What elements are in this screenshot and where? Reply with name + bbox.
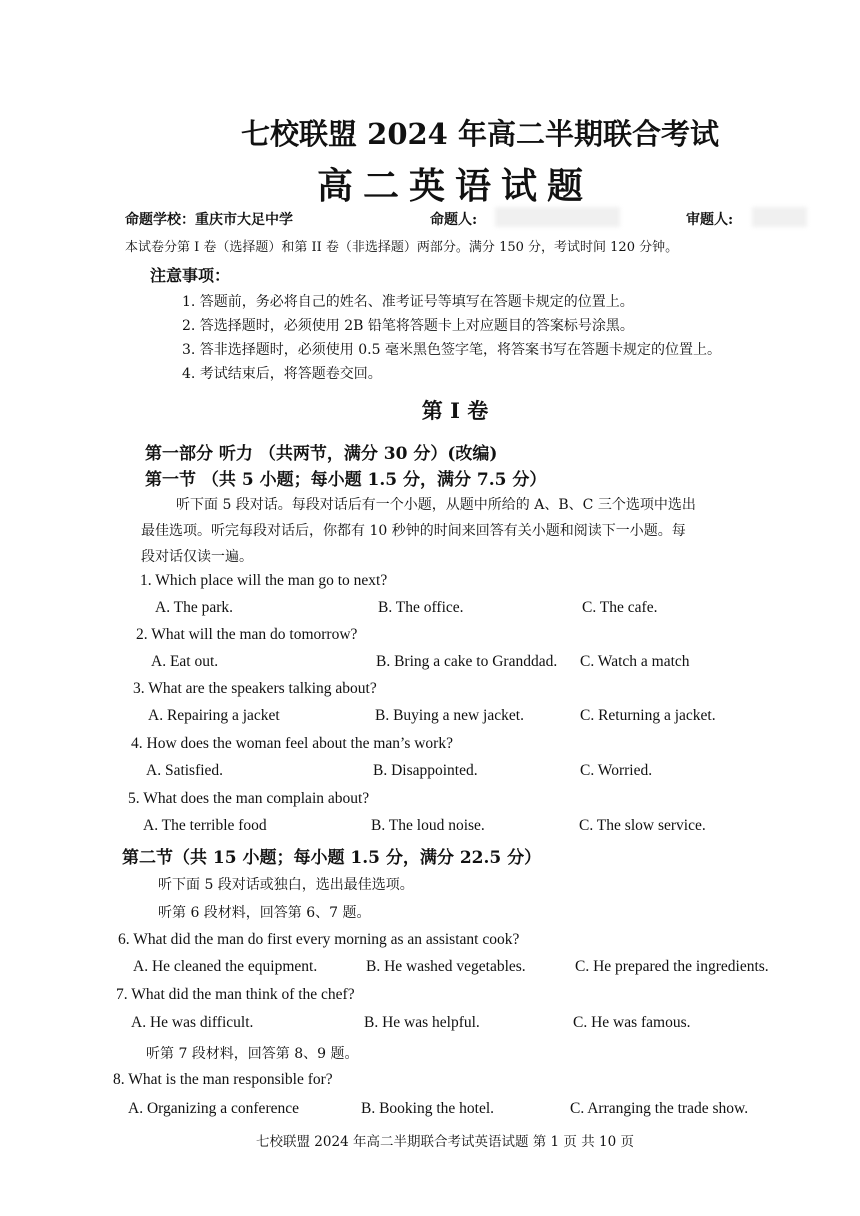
option-b: B. He washed vegetables. xyxy=(366,958,526,975)
option-c: C. He prepared the ingredients. xyxy=(575,958,769,975)
redacted-reviewer-mark xyxy=(752,207,807,227)
option-a: A. The terrible food xyxy=(143,817,267,834)
notice-item: 3. 答非选择题时，必须使用 0.5 毫米黑色签字笔，将答案书写在答题卡规定的位置上。 xyxy=(182,342,721,358)
material-note: 听第 6 段材料，回答第 6、7 题。 xyxy=(158,905,371,921)
section2-instruction: 听下面 5 段对话或独白，选出最佳选项。 xyxy=(158,877,414,893)
volume-heading: 第 I 卷 xyxy=(421,398,489,423)
notice-item: 4. 考试结束后，将答题卷交回。 xyxy=(182,366,382,382)
option-a: A. Repairing a jacket xyxy=(148,707,280,724)
option-c: C. The slow service. xyxy=(579,817,706,834)
option-b: B. Disappointed. xyxy=(373,762,478,779)
section1-instructions-line: 最佳选项。听完每段对话后，你都有 10 秒钟的时间来回答有关小题和阅读下一小题。每 xyxy=(141,523,686,539)
section1-instructions-line: 段对话仅读一遍。 xyxy=(141,549,253,565)
question-stem: 8. What is the man responsible for? xyxy=(113,1071,333,1088)
section1-heading: 第一节 （共 5 小题；每小题 1.5 分，满分 7.5 分） xyxy=(145,470,547,490)
option-c: C. Returning a jacket. xyxy=(580,707,716,724)
question-stem: 2. What will the man do tomorrow? xyxy=(136,626,358,643)
option-b: B. Bring a cake to Granddad. xyxy=(376,653,558,670)
question-stem: 4. How does the woman feel about the man’s work? xyxy=(131,735,453,752)
option-c: C. Worried. xyxy=(580,762,653,779)
exam-title: 七校联盟 2024 年高二半期联合考试 xyxy=(241,117,719,151)
option-a: A. He cleaned the equipment. xyxy=(133,958,318,975)
option-c: C. Watch a match xyxy=(580,653,690,670)
part1-heading: 第一部分 听力 （共两节，满分 30 分）(改编) xyxy=(145,444,498,464)
option-b: B. Booking the hotel. xyxy=(361,1100,495,1117)
option-b: B. The loud noise. xyxy=(371,817,485,834)
option-a: A. The park. xyxy=(155,599,234,616)
material-note: 听第 7 段材料，回答第 8、9 题。 xyxy=(146,1046,359,1062)
option-a: A. Eat out. xyxy=(151,653,219,670)
option-b: B. The office. xyxy=(378,599,464,616)
section1-instructions-line: 听下面 5 段对话。每段对话后有一个小题，从题中所给的 A、B、C 三个选项中选出 xyxy=(176,497,696,513)
notice-item: 2. 答选择题时，必须使用 2B 铅笔将答题卡上对应题目的答案标号涂黑。 xyxy=(182,318,634,334)
option-b: B. He was helpful. xyxy=(364,1014,480,1031)
author-label: 命题人: xyxy=(430,212,478,228)
redacted-author-mark xyxy=(495,207,620,227)
question-stem: 7. What did the man think of the chef? xyxy=(116,986,355,1003)
question-stem: 6. What did the man do first every morning as an assistant cook? xyxy=(118,931,520,948)
option-b: B. Buying a new jacket. xyxy=(375,707,524,724)
exam-intro: 本试卷分第 I 卷（选择题）和第 II 卷（非选择题）两部分。满分 150 分，考试时间 120 分钟。 xyxy=(125,240,679,255)
question-stem: 1. Which place will the man go to next? xyxy=(140,572,388,589)
setting-school: 命题学校：重庆市大足中学 xyxy=(125,212,293,228)
option-c: C. The cafe. xyxy=(582,599,658,616)
reviewer-label: 审题人: xyxy=(686,212,734,228)
option-a: A. He was difficult. xyxy=(131,1014,254,1031)
option-c: C. He was famous. xyxy=(573,1014,691,1031)
section2-heading: 第二节（共 15 小题；每小题 1.5 分，满分 22.5 分） xyxy=(122,848,542,868)
page-footer: 七校联盟 2024 年高二半期联合考试英语试题 第 1 页 共 10 页 xyxy=(256,1134,634,1150)
option-a: A. Satisfied. xyxy=(146,762,224,779)
option-c: C. Arranging the trade show. xyxy=(570,1100,749,1117)
question-stem: 5. What does the man complain about? xyxy=(128,790,370,807)
option-a: A. Organizing a conference xyxy=(128,1100,299,1117)
question-stem: 3. What are the speakers talking about? xyxy=(133,680,377,697)
notice-heading: 注意事项： xyxy=(150,266,231,285)
notice-item: 1. 答题前，务必将自己的姓名、准考证号等填写在答题卡规定的位置上。 xyxy=(182,294,634,310)
subject-title: 高二英语试题 xyxy=(316,165,593,207)
